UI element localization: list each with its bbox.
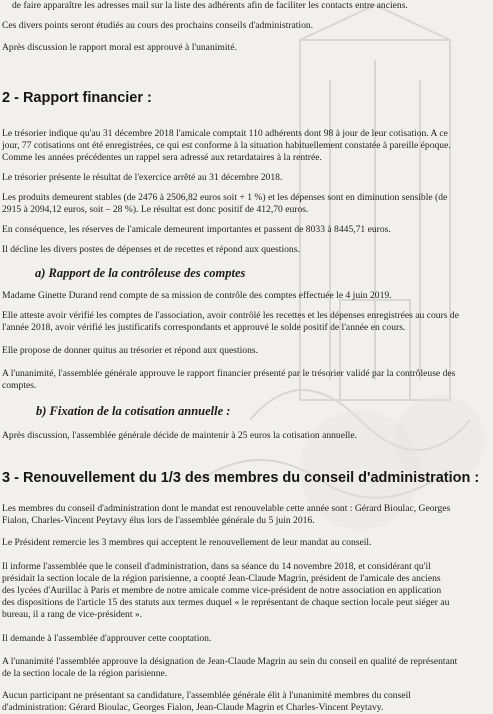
text-line: Il décline les divers postes de dépenses et de recettes et répond aux questions. [2,244,300,255]
section-heading-rapport-financier: 2 - Rapport financier : [2,90,152,106]
text-line: comptes. [2,380,37,391]
section-heading-renouvellement: 3 - Renouvellement du 1/3 des membres du conseil d'administration : [2,470,480,486]
text-line: Madame Ginette Durand rend compte de sa mission de contrôle des comptes effectuée le 4 juin 2019. [2,290,392,301]
text-line: Les membres du conseil d'administration dont le mandat est renouvelable cette année sont : Gérard Bioulac, Georges [2,503,451,514]
text-line: Le Président remercie les 3 membres qui acceptent le renouvellement de leur mandat au conseil. [2,537,372,548]
text-line: Le trésorier présente le résultat de l'exercice arrêté au 31 décembre 2018. [2,172,283,183]
text-line: Après discussion, l'assemblée générale décide de maintenir à 25 euros la cotisation annuelle. [2,430,357,441]
text-line: Elle atteste avoir vérifié les comptes de l'association, avoir contrôlé les recettes et les dépenses enregistrées au cours de [2,310,459,321]
text-line: Fialon, Charles-Vincent Peytavy élus lors de l'assemblée générale du 5 juin 2016. [2,515,315,526]
text-line: de la section locale de la région parisienne. [2,668,168,679]
text-line: 2915 à 2094,12 euros, soit – 28 %). Le résultat est donc positif de 412,70 euros. [2,204,309,215]
text-line: Les produits demeurent stables (de 2476 à 2506,82 euros soit + 1 %) et les dépenses sont en diminution sensible (de [2,192,448,203]
text-line: Comme les années précédentes un rappel sera adressé aux retardataires à la rentrée. [2,152,322,163]
text-line: bureau, il a rang de vice-président ». [2,609,143,620]
text-line: A l'unanimité, l'assemblée générale approuve le rapport financier présenté par le trésorier validé par la contrôleuse des [2,368,456,379]
text-line: Après discussion le rapport moral est approuvé à l'unanimité. [2,42,237,53]
text-line: des dispositions de l'article 15 des statuts aux termes duquel « le représentant de chaque section locale peut siéger au [2,597,450,608]
text-line: Il demande à l'assemblée d'approuver cette cooptation. [2,633,212,644]
text-line: Aucun participant ne présentant sa candidature, l'assemblée générale élit à l'unanimité membres du conseil [2,690,411,701]
text-line: des lycées d'Aurillac à Paris et membre de notre amicale comme vice-président de notre association en application [2,585,442,596]
subheading-controleuse: a) Rapport de la contrôleuse des comptes [35,266,246,280]
text-line: Ces divers points seront étudiés au cours des prochains conseils d'administration. [2,20,314,31]
text-line: Il informe l'assemblée que le conseil d'administration, dans sa séance du 14 novembre 2018, et considérant qu'il [2,561,431,572]
text-line: jour, 77 cotisations ont été enregistrées, ce qui est conforme à la situation habituellement constatée à pareille époque. [2,140,451,151]
text-line: En conséquence, les réserves de l'amicale demeurent importantes et passent de 8033 à 8445,71 euros. [2,224,391,235]
text-line: présidait la section locale de la région parisienne, a coopté Jean-Claude Magrin, président de l'amicale des anciens [2,573,441,584]
text-line: Elle propose de donner quitus au trésorier et répond aux questions. [2,345,259,356]
text-line: d'administration: Gérard Bioulac, Georges Fialon, Jean-Claude Magrin et Charles-Vincent Peytavy. [2,702,384,713]
text-line: l'année 2018, avoir vérifié les justificatifs correspondants et approuvé le solde positif de l'année en cours. [2,322,406,333]
text-line: de faire apparaître les adresses mail sur la liste des adhérents afin de faciliter les contacts entre anciens. [12,0,408,11]
text-line: Le trésorier indique qu'au 31 décembre 2018 l'amicale comptait 110 adhérents dont 98 à jour de leur cotisation. A ce [2,128,448,139]
text-line: A l'unanimité l'assemblée approuve la désignation de Jean-Claude Magrin au sein du conseil en qualité de représentant [2,656,458,667]
subheading-cotisation: b) Fixation de la cotisation annuelle : [36,404,231,418]
